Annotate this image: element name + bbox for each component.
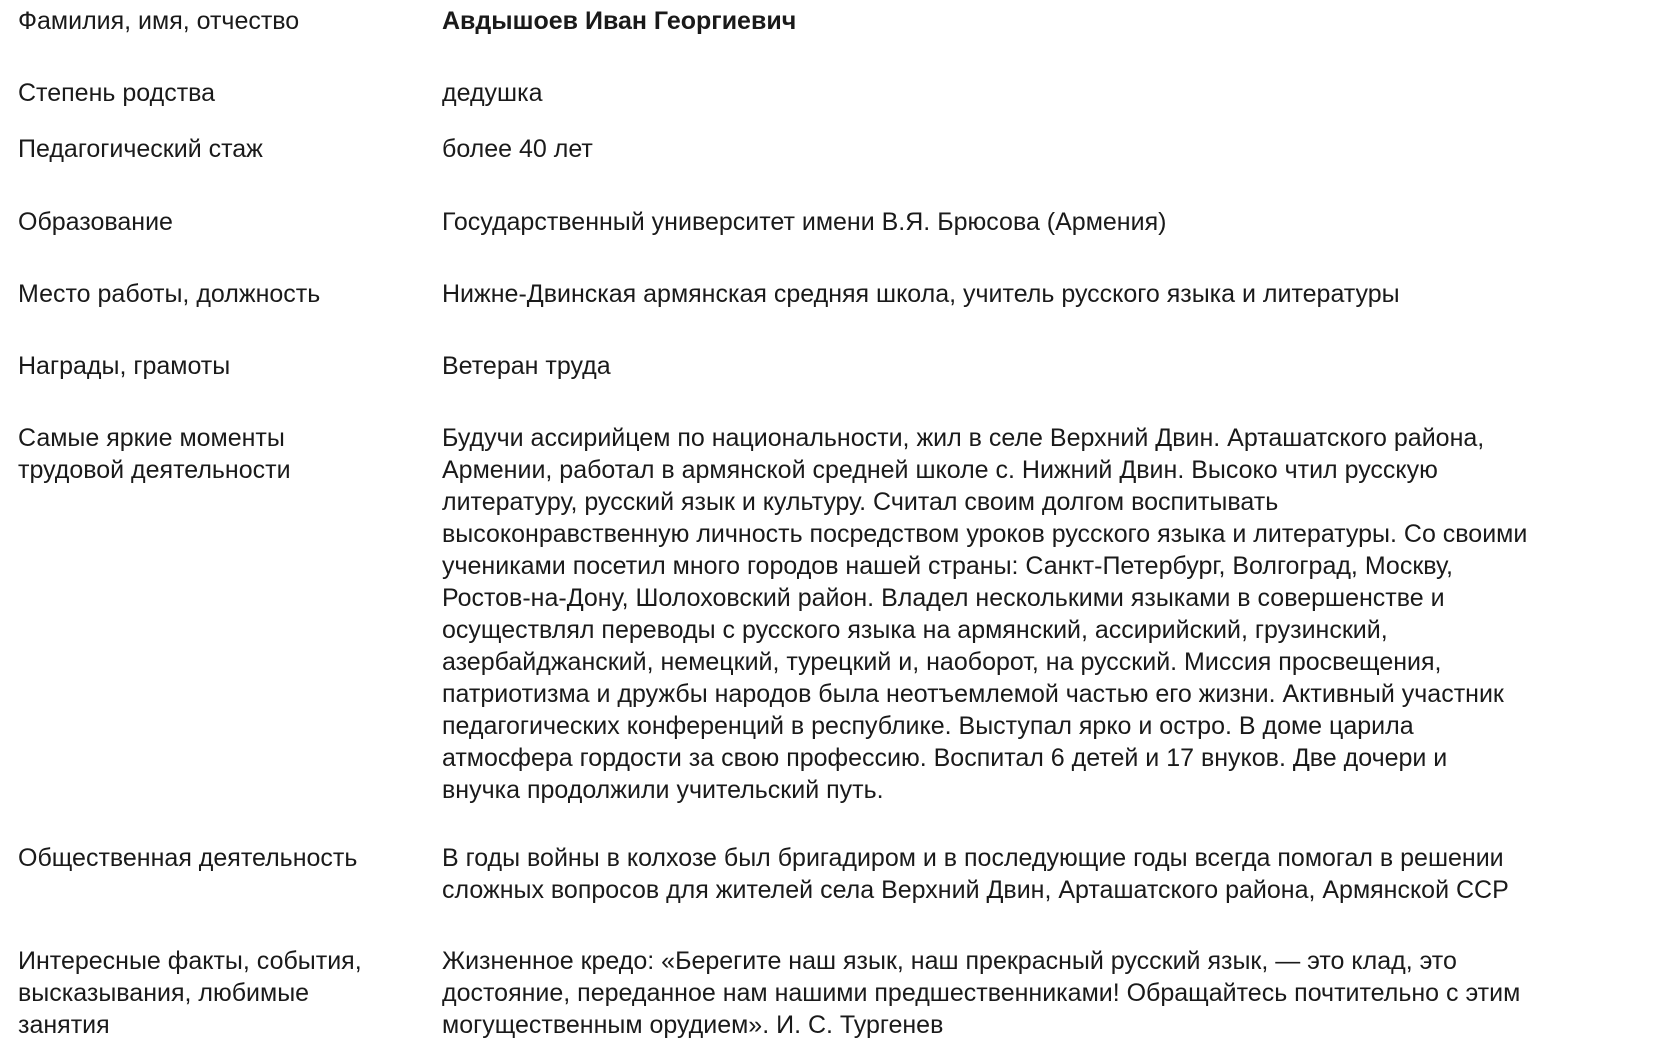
- relation-label: Степень родства: [18, 79, 216, 107]
- teaching-experience-value: более 40 лет: [442, 135, 593, 163]
- education-label: Образование: [18, 208, 173, 236]
- full-name-label: Фамилия, имя, отчество: [18, 7, 300, 35]
- workplace-value: Нижне-Двинская армянская средняя школа, учитель русского языка и литературы: [442, 280, 1400, 308]
- public-activity-value: В годы войны в колхозе был бригадиром и в последующие годы всегда помогал в решении сложных вопросов для жителей села Верхний Двин, Арташатского района, Армянской ССР: [442, 844, 1509, 904]
- full-name-value: Авдышоев Иван Георгиевич: [442, 7, 797, 35]
- education-value: Государственный университет имени В.Я. Брюсова (Армения): [442, 208, 1167, 236]
- career-highlights-value: Будучи ассирийцем по национальности, жил в селе Верхний Двин. Арташатского района, Армении, работал в армянской средней школе с. Нижний Двин. Высоко чтил русскую литературу, русский язык и культуру. Считал своим долгом воспитывать высоконравственную личность посредством уроков русского языка и литературы. Со своими учениками посетил много городов нашей страны: Санкт-Петербург, Волгоград, Москву, Ростов-на-Дону, Шолоховский район. Владел несколькими языками в совершенстве и осуществлял переводы с русского языка на армянский, ассирийский, грузинский, азербайджанский, немецкий, турецкий и, наоборот, на русский. Миссия просвещения, патриотизма и дружбы народов была неотъемлемой частью его жизни. Активный участник педагогических конференций в республике. Выступал ярко и остро. В доме царила атмосфера гордости за свою профессию. Воспитал 6 детей и 17 внуков. Две дочери и внучка продолжили учительский путь.: [442, 424, 1528, 804]
- teaching-experience-label: Педагогический стаж: [18, 135, 263, 163]
- awards-value: Ветеран труда: [442, 352, 611, 380]
- awards-label: Награды, грамоты: [18, 352, 231, 380]
- interesting-facts-label: Интересные факты, события, высказывания, любимые занятия: [18, 947, 362, 1039]
- career-highlights-label: Самые яркие моменты трудовой деятельности: [18, 424, 291, 484]
- relation-value: дедушка: [442, 79, 543, 107]
- public-activity-label: Общественная деятельность: [18, 844, 358, 872]
- interesting-facts-value: Жизненное кредо: «Берегите наш язык, наш прекрасный русский язык, — это клад, это достояние, переданное нам нашими предшественниками! Обращайтесь почтительно с этим могущественным орудием». И. С. Тургенев: [442, 947, 1521, 1039]
- workplace-label: Место работы, должность: [18, 280, 321, 308]
